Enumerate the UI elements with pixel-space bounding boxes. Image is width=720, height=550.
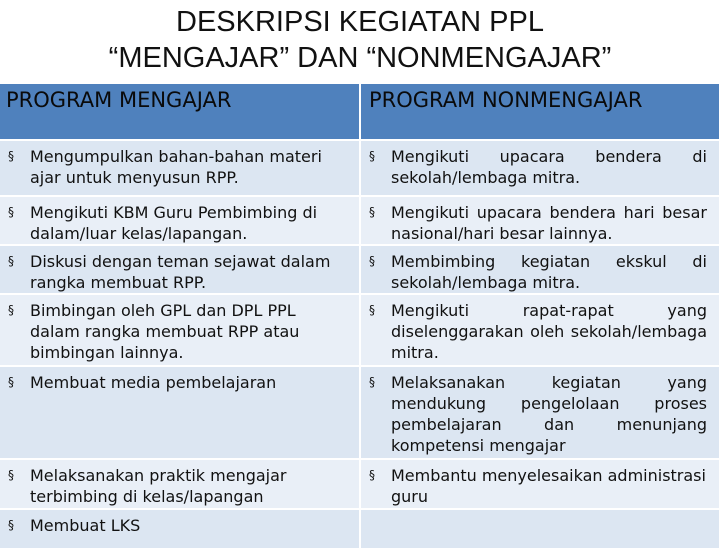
- nonmengajar-item-1: Mengikuti upacara bendera di sekolah/lembaga mitra.: [391, 147, 707, 187]
- bullet-icon: §: [8, 149, 14, 163]
- bullet-icon: §: [8, 205, 14, 219]
- header-program-nonmengajar: PROGRAM NONMENGAJAR: [360, 84, 720, 140]
- nonmengajar-item-4: Mengikuti rapat-rapat yang diselenggarakan oleh sekolah/lembaga mitra.: [391, 301, 707, 362]
- bullet-icon: §: [369, 468, 375, 482]
- title-line-1: DESKRIPSI KEGIATAN PPL: [176, 6, 544, 38]
- mengajar-item-4: Bimbingan oleh GPL dan DPL PPL dalam rangka membuat RPP atau bimbingan lainnya.: [30, 301, 300, 362]
- table-row: [0, 459, 720, 509]
- mengajar-item-5: Membuat media pembelajaran: [30, 373, 277, 392]
- nonmengajar-item-5: Melaksanakan kegiatan yang mendukung pengelolaan proses pembelajaran dan menunjang kompetensi mengajar: [391, 373, 707, 455]
- bullet-icon: §: [8, 468, 14, 482]
- mengajar-item-7: Membuat LKS: [30, 516, 141, 535]
- mengajar-item-3: Diskusi dengan teman sejawat dalam rangka membuat RPP.: [30, 252, 331, 292]
- table-row: [0, 366, 720, 459]
- bullet-icon: §: [369, 205, 375, 219]
- bullet-icon: §: [8, 518, 14, 532]
- mengajar-item-2: Mengikuti KBM Guru Pembimbing di dalam/luar kelas/lapangan.: [30, 203, 318, 243]
- program-table: [0, 84, 720, 550]
- mengajar-item-1: Mengumpulkan bahan-bahan materi ajar untuk menyusun RPP.: [30, 147, 322, 187]
- title-line-2: “MENGAJAR” DAN “NONMENGAJAR”: [108, 42, 612, 74]
- empty-cell: [360, 509, 720, 549]
- bullet-icon: §: [369, 303, 375, 317]
- table-row: [0, 294, 720, 366]
- bullet-icon: §: [8, 303, 14, 317]
- nonmengajar-item-6: Membantu menyelesaikan administrasi guru: [391, 466, 706, 506]
- bullet-icon: §: [8, 254, 14, 268]
- table-row: [0, 196, 720, 245]
- bullet-icon: §: [369, 254, 375, 268]
- bullet-icon: §: [8, 375, 14, 389]
- bullet-icon: §: [369, 375, 375, 389]
- table-row: [0, 245, 720, 294]
- mengajar-item-6: Melaksanakan praktik mengajar terbimbing di kelas/lapangan: [30, 466, 287, 506]
- nonmengajar-item-2: Mengikuti upacara bendera hari besar nasional/hari besar lainnya.: [391, 203, 707, 243]
- table-header-row: [0, 84, 720, 140]
- table-row: [0, 509, 720, 549]
- bullet-icon: §: [369, 149, 375, 163]
- table-row: [0, 140, 720, 196]
- nonmengajar-item-3: Membimbing kegiatan ekskul di sekolah/lembaga mitra.: [391, 252, 707, 292]
- page-title: [0, 4, 720, 76]
- header-program-mengajar: PROGRAM MENGAJAR: [0, 84, 360, 140]
